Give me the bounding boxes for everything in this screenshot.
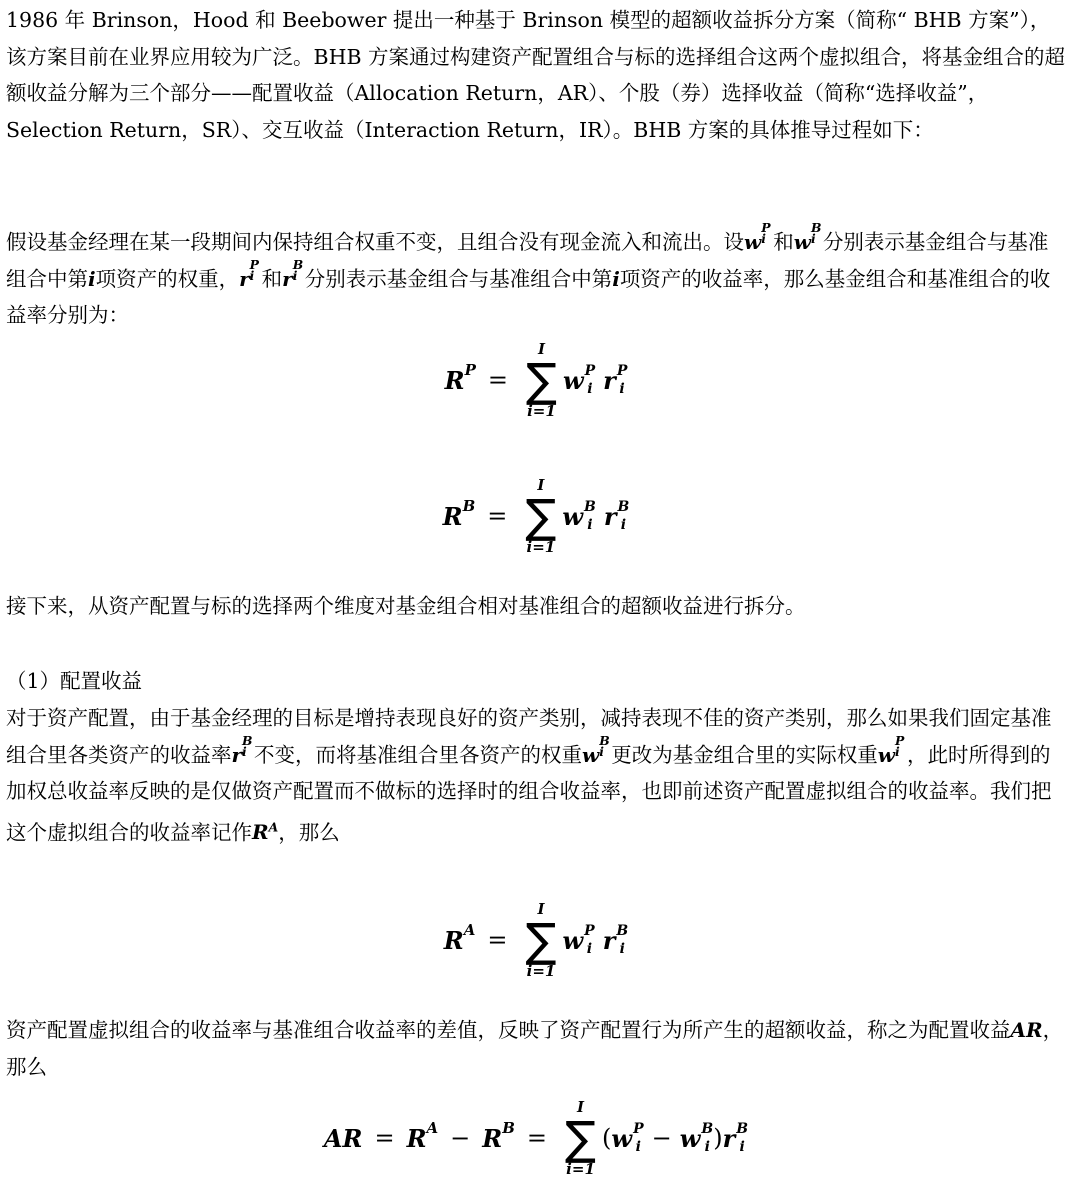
inline-math-ar: AR — [1010, 1018, 1043, 1042]
inline-math-ra: $R^A$ — [252, 819, 279, 845]
inline-math-wbi-2: w B i — [582, 732, 610, 767]
decomposition-paragraph: 接下来，从资产配置与标的选择两个维度对基金组合相对基准组合的超额收益进行拆分。 — [6, 594, 806, 618]
assumption-text-3: 分别表示基金组合与基准组合中第 — [6, 230, 1049, 291]
equation-rp: R P = I ∑ i=1 w P i r P i — [444, 340, 628, 420]
inline-math-wbi: w B i — [793, 220, 822, 254]
assumption-text-7: 项资产的收益率，那么基金组合和基准组合的收益率分别为： — [6, 266, 1051, 327]
assumption-text-2: 和 — [773, 230, 794, 254]
inline-math-rpi: r P i — [239, 256, 259, 291]
allocation-paragraph: 对于资产配置，由于基金经理的目标是增持表现良好的资产类别，减持表现不佳的资产类别，那么如果我们固定基准组合里各类资产的收益率r B i 不变，而将基准组合里各资产的权重w B i 更改为基金组合里的实际权重w P i ，此时所得到的加权总收益率反映的是仅做资产配置而不做标的选择时的组合收益率，也即前述资产配置虚拟组合的收益率。我们把这个虚拟组合的收益率记作$R^A$，那么 — [6, 706, 1052, 845]
sum-symbol: I ∑ i=1 — [525, 476, 557, 556]
equation-rb: R B = I ∑ i=1 w B i r B i — [442, 476, 630, 556]
equation-ra: R A = I ∑ i=1 w P i r B i — [443, 900, 629, 980]
allocation-return-paragraph: 资产配置虚拟组合的收益率与基准组合收益率的差值，反映了资产配置行为所产生的超额收益，称之为配置收益AR，那么 — [6, 1018, 1064, 1079]
inline-math-i: i — [88, 266, 96, 291]
intro-paragraph: 1986 年 Brinson，Hood 和 Beebower 提出一种基于 Brinson 模型的超额收益拆分方案（简称“ BHB 方案”），该方案目前在业界应用较为广泛。BHB 方案通过构建资产配置组合与标的选择组合这两个虚拟组合，将基金组合的超额收益分解为三个部分——配置收益（Allocation Return，AR）、个股（券）选择收益（简称“选择收益”，Selection Return，SR）、交互收益（Interaction Return，IR）。BHB 方案的具体推导过程如下： — [6, 8, 1066, 142]
section-heading-allocation: （1）配置收益 — [6, 669, 143, 693]
assumption-text-1: 假设基金经理在某一段期间内保持组合权重不变，且组合没有现金流入和流出。设 — [6, 230, 744, 254]
assumption-text-6: 分别表示基金组合与基准组合中第 — [304, 266, 613, 291]
equation-ar: AR = R A − R B = I ∑ i=1 ( w P i − w B i ) r B i — [323, 1098, 749, 1178]
sum-symbol: I ∑ i=1 — [525, 340, 557, 420]
assumption-text-4: 项资产的权重， — [95, 266, 240, 291]
assumption-paragraph — [6, 220, 1066, 334]
assumption-text-5: 和 — [261, 266, 283, 291]
sum-symbol: I ∑ i=1 — [525, 900, 557, 980]
inline-math-i-2: i — [612, 266, 620, 291]
inline-math-rbi-2: r B i — [231, 732, 253, 767]
inline-math-wpi: w P i — [744, 220, 771, 254]
inline-math-wpi-2: w P i — [877, 732, 905, 767]
sum-symbol: I ∑ i=1 — [565, 1098, 597, 1178]
inline-math-rbi: r B i — [282, 256, 304, 291]
